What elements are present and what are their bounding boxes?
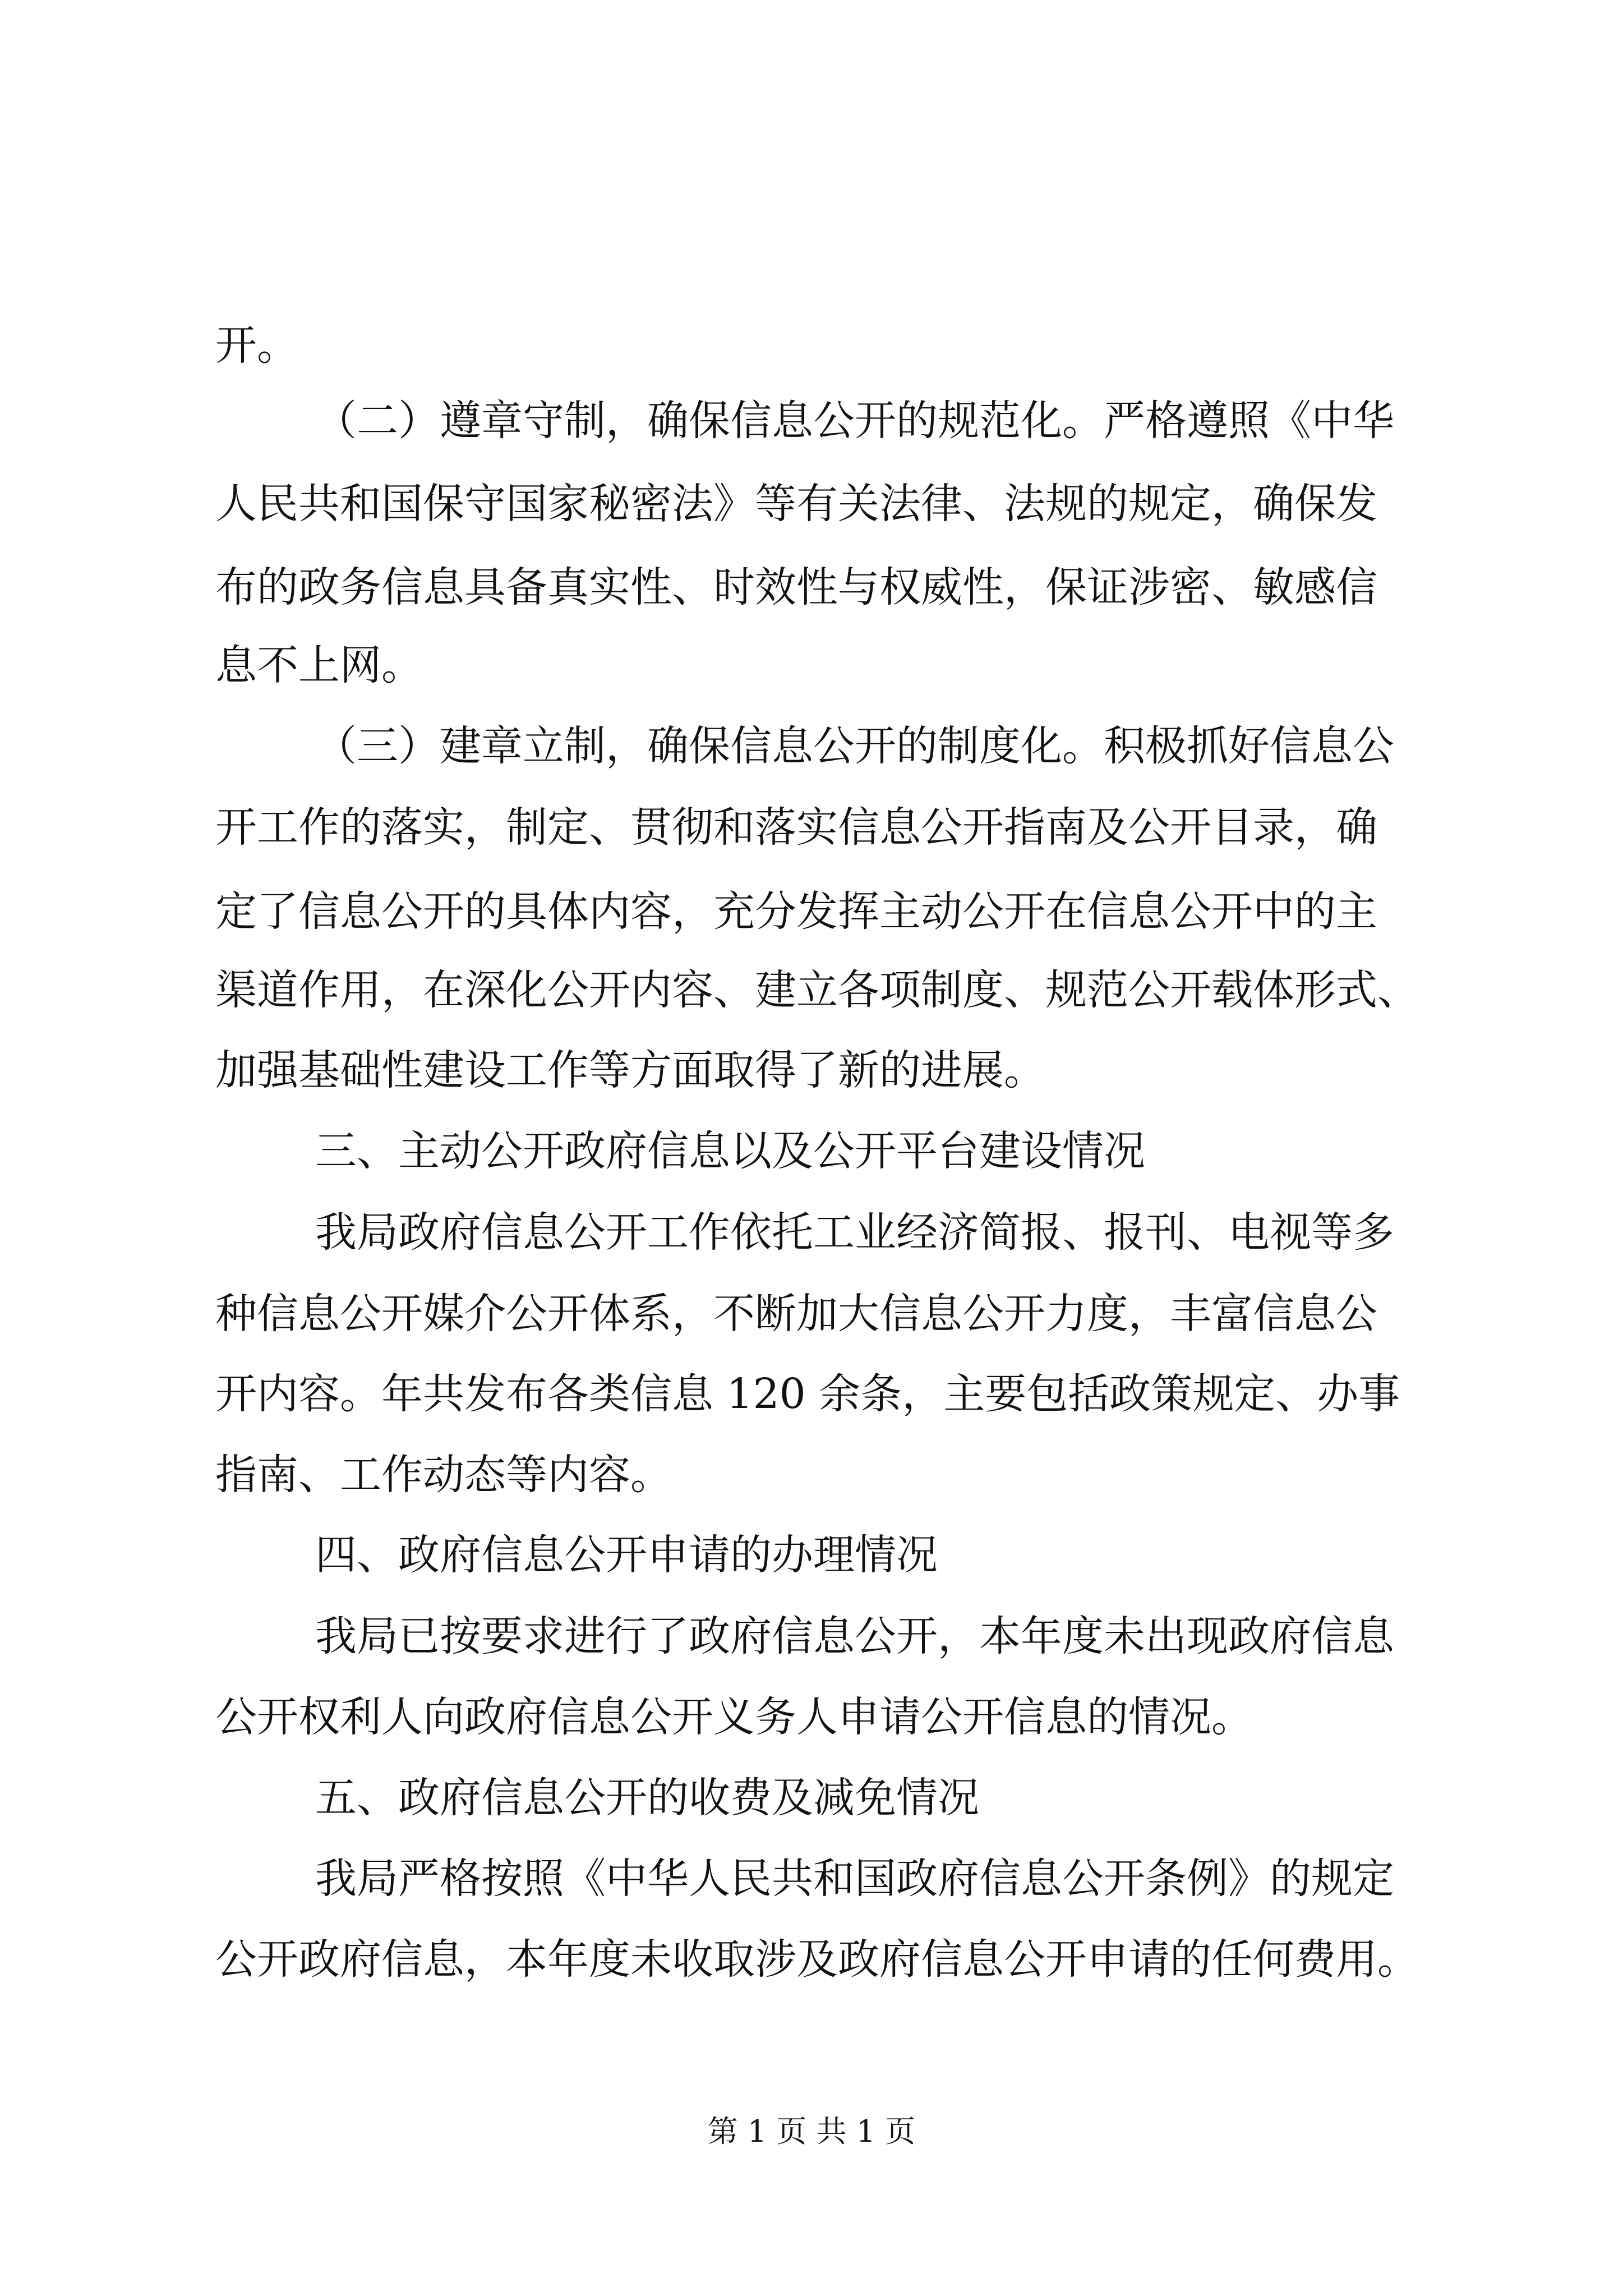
text-line: 指南、工作动态等内容。 <box>215 1451 672 1499</box>
text-line: （三）建章立制，确保信息公开的制度化。积极抓好信息公 <box>315 722 1394 770</box>
text-line: 渠道作用，在深化公开内容、建立各项制度、规范公开载体形式、 <box>215 966 1419 1014</box>
text-line: 我局严格按照《中华人民共和国政府信息公开条例》的规定 <box>315 1855 1394 1903</box>
text-line: 公开权利人向政府信息公开义务人申请公开信息的情况。 <box>215 1693 1253 1741</box>
text-line: 开。 <box>215 321 298 370</box>
text-line: 公开政府信息，本年度未收取涉及政府信息公开申请的任何费用。 <box>215 1935 1419 1984</box>
section-heading: 五、政府信息公开的收费及减免情况 <box>315 1774 979 1822</box>
text-line: 开内容。年共发布各类信息 120 余条，主要包括政策规定、办事 <box>215 1370 1400 1418</box>
section-heading: 三、主动公开政府信息以及公开平台建设情况 <box>315 1127 1145 1175</box>
text-line: 人民共和国保守国家秘密法》等有关法律、法规的规定，确保发 <box>215 480 1377 528</box>
text-line: 定了信息公开的具体内容，充分发挥主动公开在信息公开中的主 <box>215 887 1377 936</box>
text-line: 加强基础性建设工作等方面取得了新的进展。 <box>215 1046 1045 1094</box>
text-line: 我局已按要求进行了政府信息公开，本年度未出现政府信息 <box>315 1612 1394 1660</box>
section-heading: 四、政府信息公开申请的办理情况 <box>315 1531 938 1579</box>
text-line: 息不上网。 <box>215 641 423 689</box>
text-line: 我局政府信息公开工作依托工业经济简报、报刊、电视等多 <box>315 1208 1394 1257</box>
text-line: 布的政务信息具备真实性、时效性与权威性，保证涉密、敏感信 <box>215 563 1377 611</box>
text-line: 开工作的落实，制定、贯彻和落实信息公开指南及公开目录，确 <box>215 803 1377 852</box>
text-line: 种信息公开媒介公开体系，不断加大信息公开力度，丰富信息公 <box>215 1290 1377 1338</box>
text-line: （二）遵章守制，确保信息公开的规范化。严格遵照《中华 <box>315 397 1394 445</box>
page-footer: 第 1 页 共 1 页 <box>707 2114 916 2149</box>
